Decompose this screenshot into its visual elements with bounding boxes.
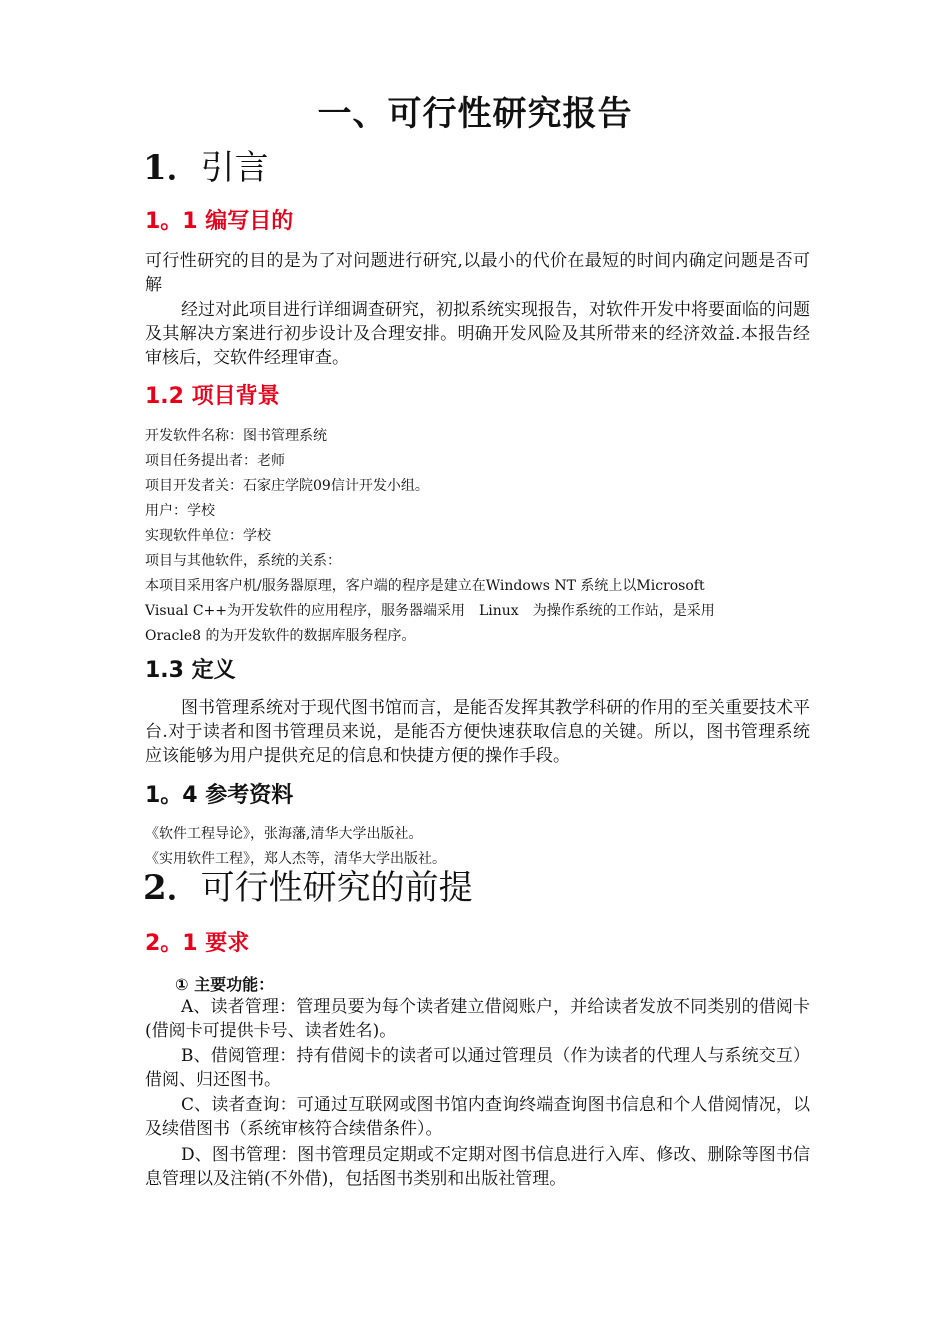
subsection-heading-2-1: 2。1 要求 [145,931,250,956]
background-line: 本项目采用客户机/服务器原理，客户端的程序是建立在Windows NT 系统上以Microsoft [145,578,705,594]
background-line: 实现软件单位：学校 [145,528,271,544]
background-line: 项目任务提出者：老师 [145,453,285,469]
section-heading-2 [143,860,473,909]
function-item: B、借阅管理：持有借阅卡的读者可以通过管理员（作为读者的代理人与系统交互）借阅、归还图书。 [145,1046,810,1090]
reference-item: 《实用软件工程》，郑人杰等，清华大学出版社。 [145,851,446,867]
main-functions-label: ① 主要功能： [175,975,275,994]
section-title: 引言 [200,148,269,188]
reference-item: 《软件工程导论》，张海藩,清华大学出版社。 [145,826,423,842]
paragraph-purpose: 可行性研究的目的是为了对问题进行研究,以最小的代价在最短的时间内确定问题是否可解 [145,251,810,295]
background-line: 项目与其他软件，系统的关系： [145,553,341,569]
document-title: 一、可行性研究报告 [317,94,633,134]
subsection-heading-1-4: 1。4 参考资料 [145,783,294,808]
paragraph-definition: 图书管理系统对于现代图书馆而言，是能否发挥其教学科研的作用的至关重要技术平台.对于读者和图书管理员来说，是能否方便快速获取信息的关键。所以，图书管理系统应该能够为用户提供充足的信息和快捷方便的操作手段。 [145,698,810,766]
background-list [145,424,815,649]
section-heading-1 [143,140,269,189]
function-item: A、读者管理：管理员要为每个读者建立借阅账户，并给读者发放不同类别的借阅卡(借阅卡可提供卡号、读者姓名)。 [145,997,810,1041]
background-line: Oracle8 的为开发软件的数据库服务程序。 [145,628,416,644]
section-number: 2． [143,868,201,908]
function-item: D、图书管理：图书管理员定期或不定期对图书信息进行入库、修改、删除等图书信息管理以及注销(不外借)，包括图书类别和出版社管理。 [145,1145,810,1189]
paragraph-purpose-detail: 经过对此项目进行详细调查研究，初拟系统实现报告，对软件开发中将要面临的问题及其解决方案进行初步设计及合理安排。明确开发风险及其所带来的经济效益.本报告经审核后，交软件经理审查。 [145,300,810,368]
background-line: 开发软件名称：图书管理系统 [145,428,327,444]
function-item: C、读者查询：可通过互联网或图书馆内查询终端查询图书信息和个人借阅情况，以及续借图书（系统审核符合续借条件）。 [145,1095,810,1139]
background-line: 用户：学校 [145,503,215,519]
subsection-heading-1-2: 1.2 项目背景 [145,384,280,409]
section-number: 1． [143,148,201,188]
section-title: 可行性研究的前提 [200,868,473,908]
background-line: Visual C++为开发软件的应用程序，服务器端采用 Linux 为操作系统的工作站，是采用 [145,603,715,619]
subsection-heading-1-1: 1。1 编写目的 [145,209,294,234]
subsection-heading-1-3: 1.3 定义 [145,658,236,683]
background-line: 项目开发者关：石家庄学院09信计开发小组。 [145,478,429,494]
